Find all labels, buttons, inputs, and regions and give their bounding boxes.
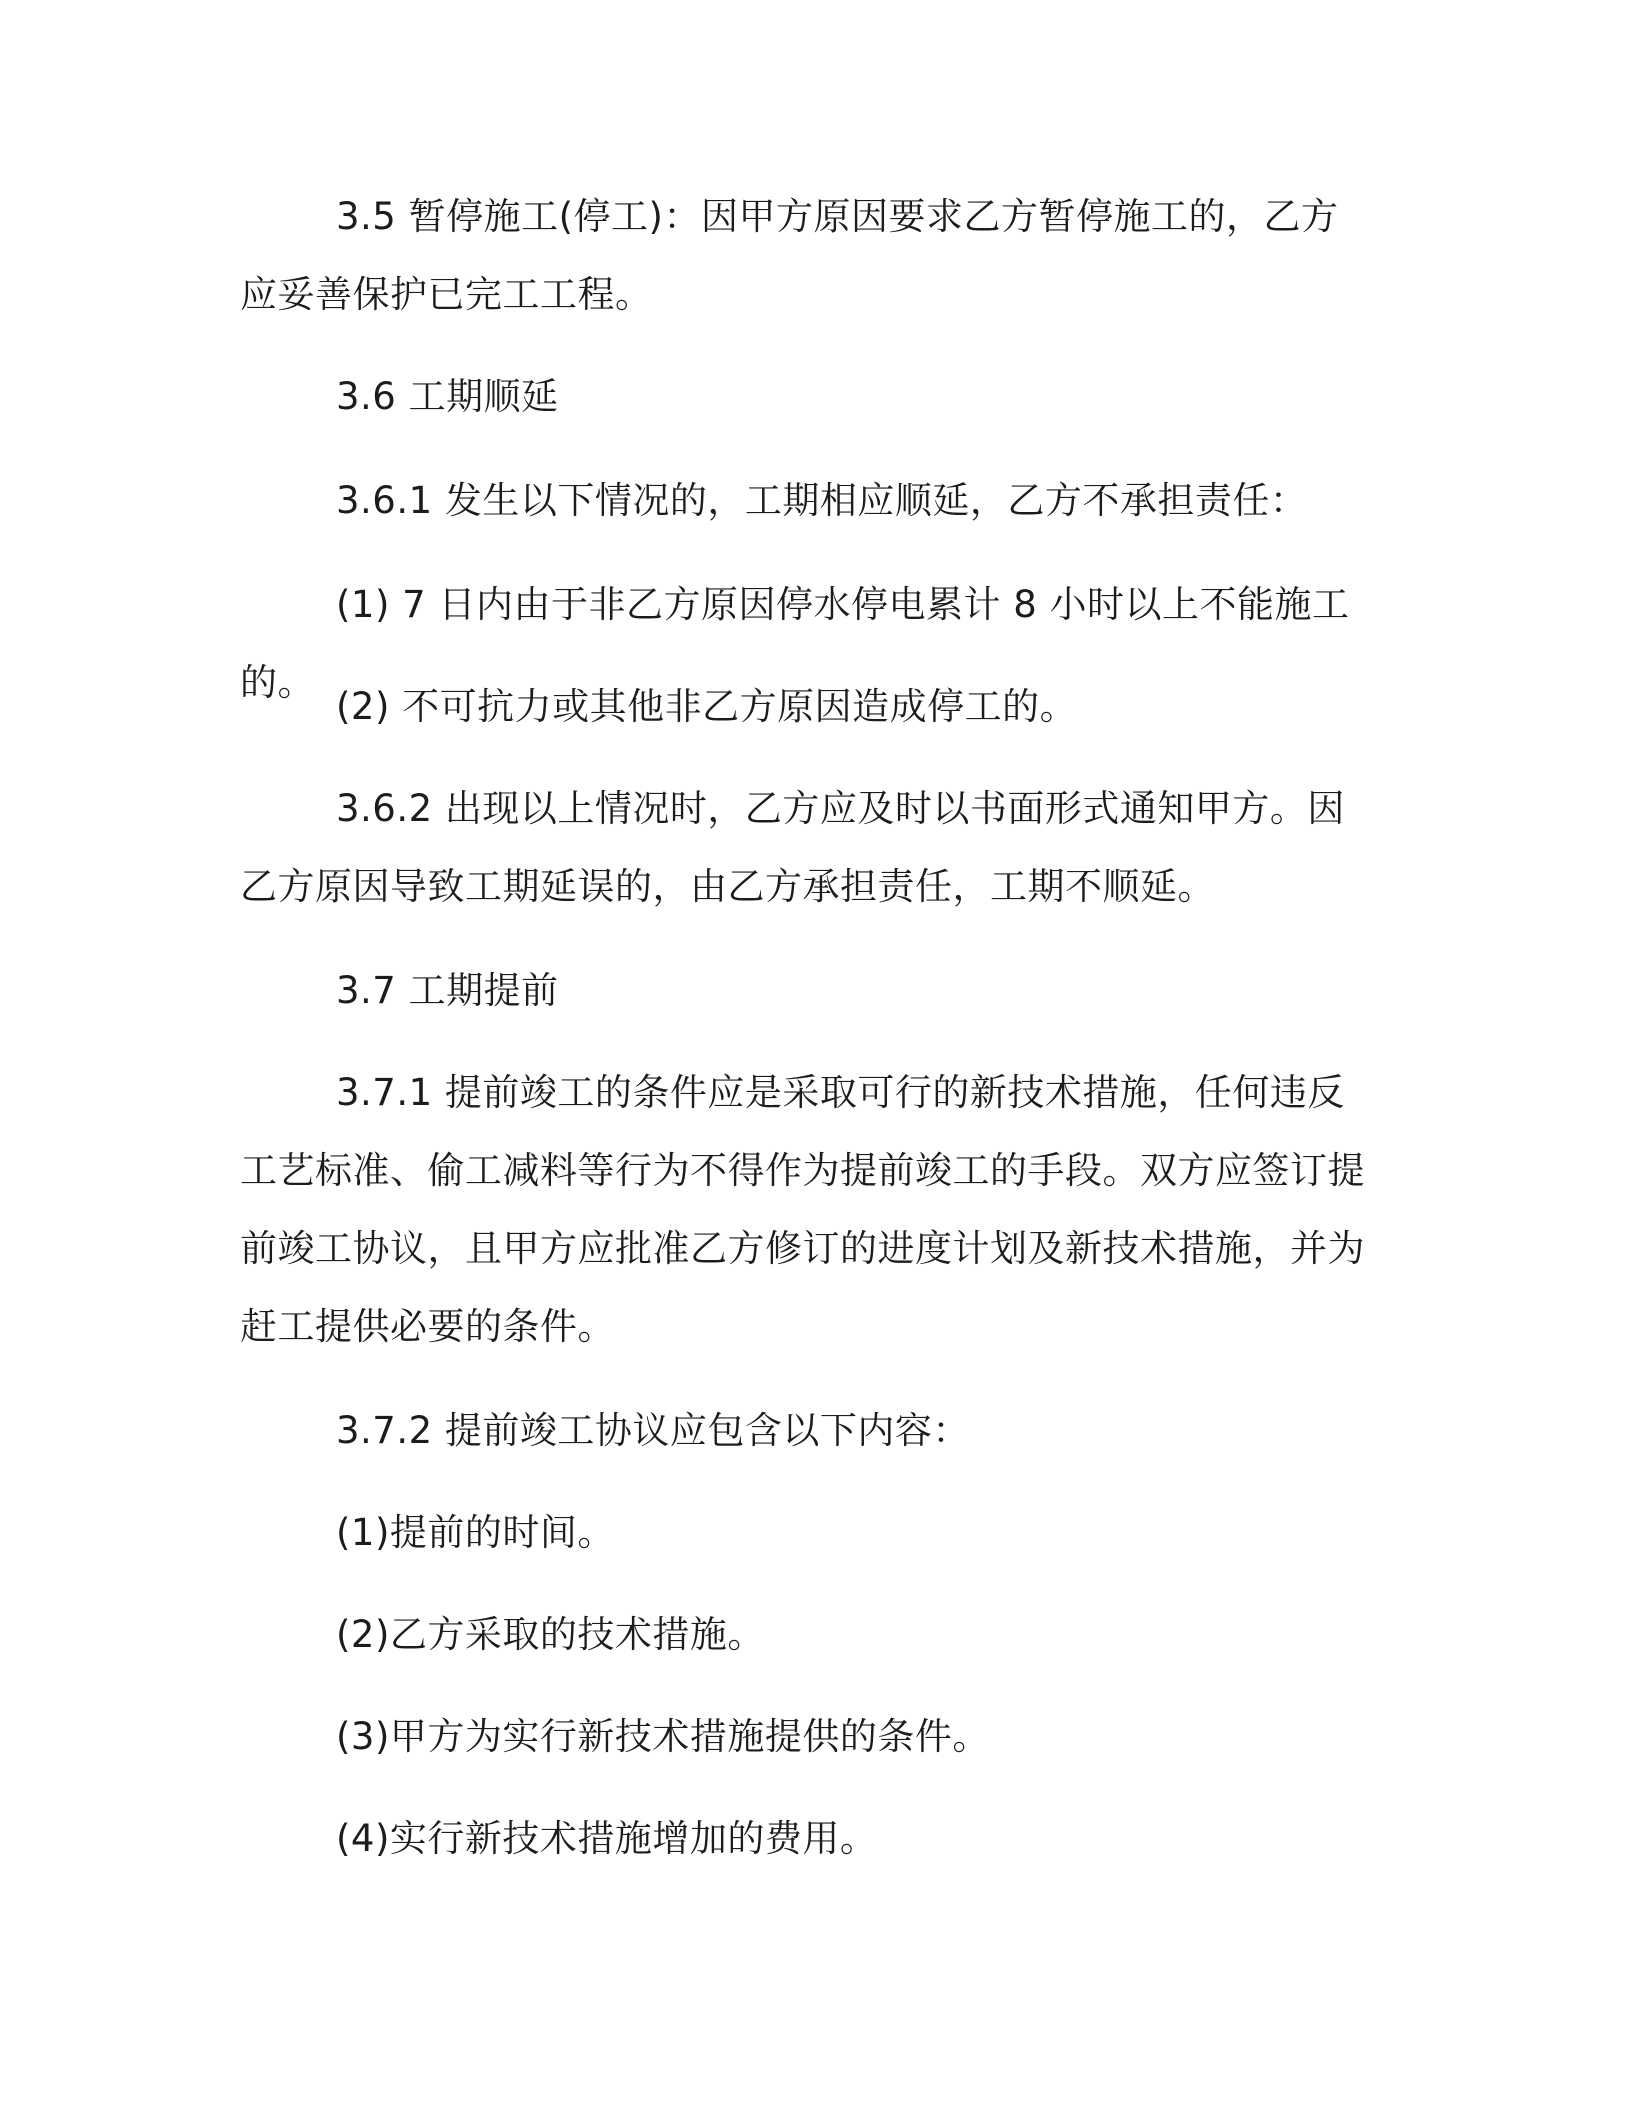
list-item-3-6-1-2: (2) 不可抗力或其他非乙方原因造成停工的。 — [336, 685, 1078, 728]
paragraph-3-7-1: 3.7.1 提前竣工的条件应是采取可行的新技术措施，任何违反工艺标准、偷工减料等行为不得作为提前竣工的手段。双方应签订提前竣工协议，且甲方应批准乙方修订的进度计划及新技术措施，并为赶工提供必要的条件。 — [240, 1071, 1365, 1348]
list-item-3-6-1-1: (1) 7 日内由于非乙方原因停水停电累计 8 小时以上不能施工的。 — [240, 583, 1350, 704]
paragraph-3-6-2: 3.6.2 出现以上情况时，乙方应及时以书面形式通知甲方。因乙方原因导致工期延误的，由乙方承担责任，工期不顺延。 — [240, 787, 1345, 908]
list-item-3-7-2-2: (2)乙方采取的技术措施。 — [336, 1613, 765, 1656]
heading-3-6: 3.6 工期顺延 — [336, 375, 559, 418]
paragraph-3-6-1: 3.6.1 发生以下情况的，工期相应顺延，乙方不承担责任： — [336, 479, 1308, 522]
list-item-3-7-2-3: (3)甲方为实行新技术措施提供的条件。 — [336, 1715, 990, 1758]
heading-3-7: 3.7 工期提前 — [336, 969, 559, 1012]
list-item-3-7-2-1: (1)提前的时间。 — [336, 1511, 615, 1554]
paragraph-3-7-2: 3.7.2 提前竣工协议应包含以下内容： — [336, 1409, 970, 1452]
list-item-3-7-2-4: (4)实行新技术措施增加的费用。 — [336, 1817, 878, 1860]
paragraph-3-5: 3.5 暂停施工(停工)：因甲方原因要求乙方暂停施工的，乙方应妥善保护已完工工程。 — [240, 195, 1339, 316]
